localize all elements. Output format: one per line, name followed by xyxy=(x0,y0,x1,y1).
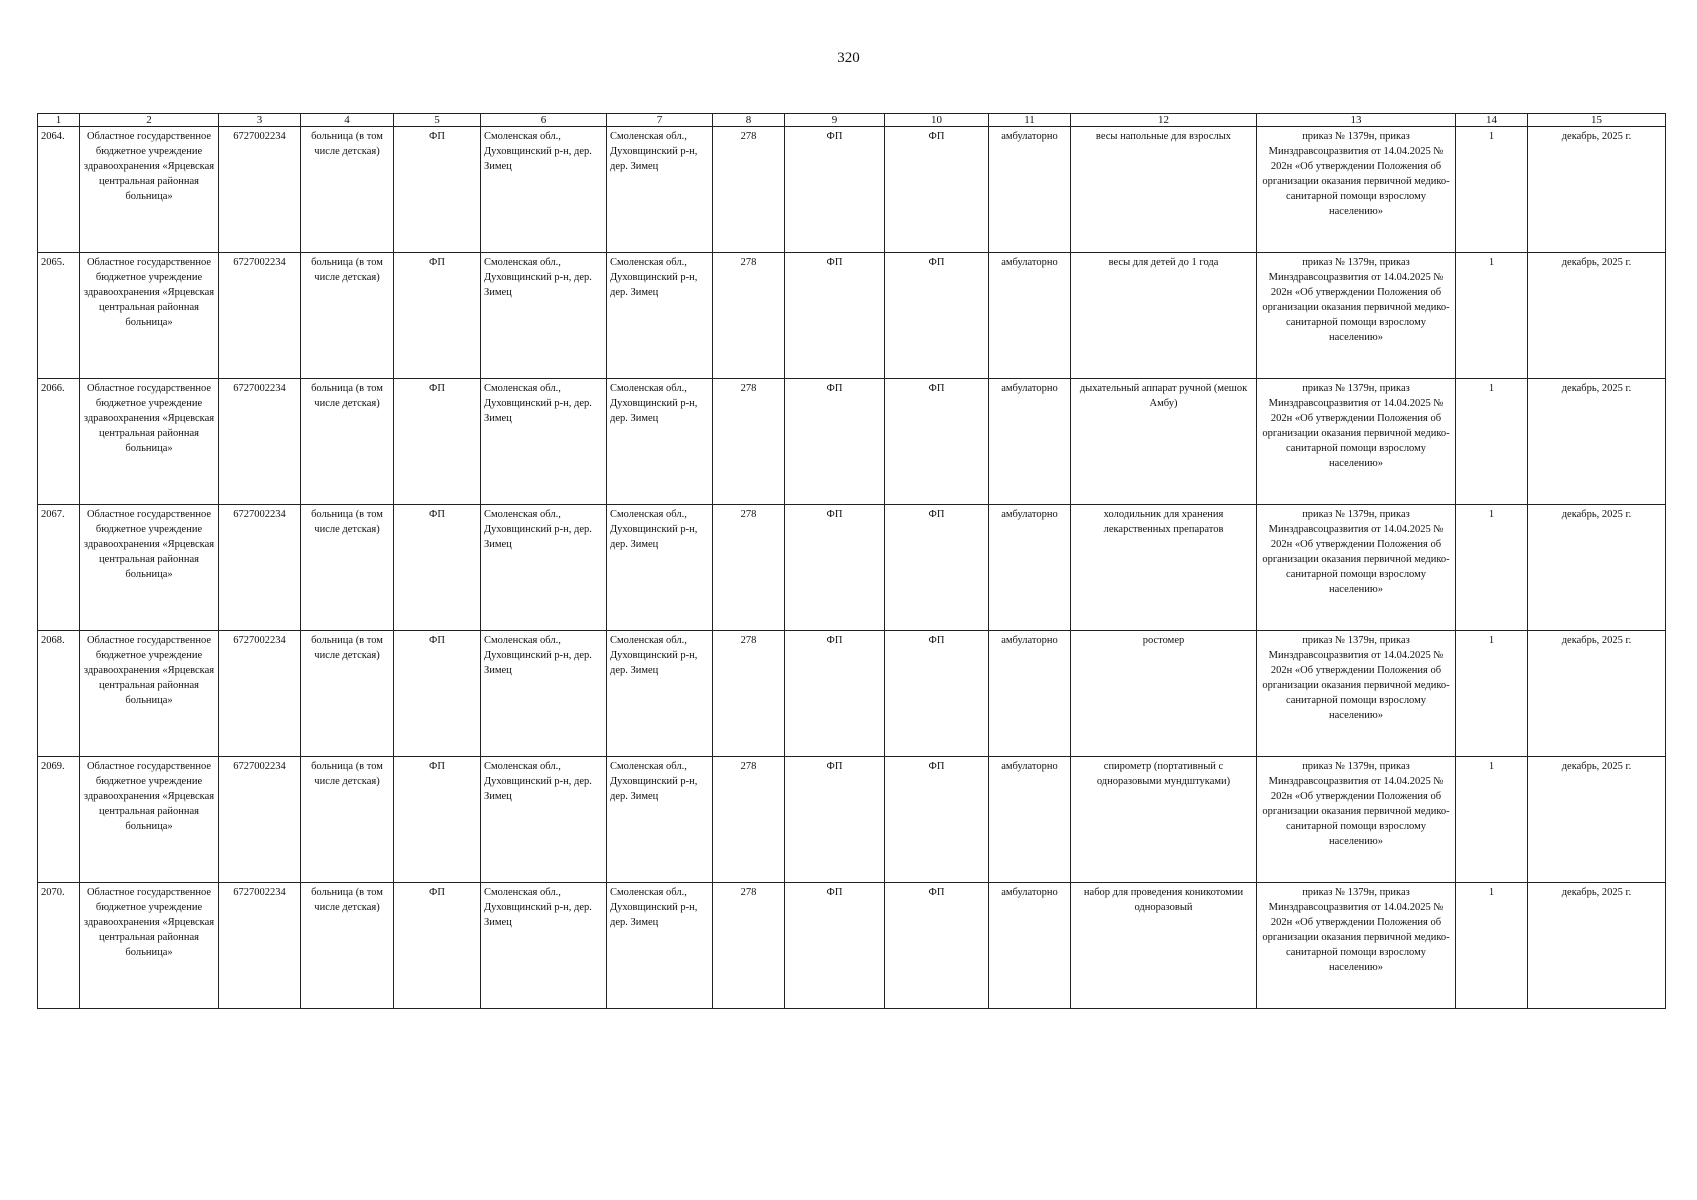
unit-cell: ФП xyxy=(394,883,481,1009)
care-mode: амбулаторно xyxy=(989,253,1071,379)
address-cell: Смоленская обл., Духовщинский р-н, дер. Зимец xyxy=(607,757,713,883)
column-header: 3 xyxy=(219,114,301,127)
inn-cell: 6727002234 xyxy=(219,127,301,253)
facility-type: больница (в том числе детская) xyxy=(301,379,394,505)
date-cell: декабрь, 2025 г. xyxy=(1528,379,1666,505)
quantity-cell: 1 xyxy=(1456,379,1528,505)
legal-basis: приказ № 1379н, приказ Минздравсоцразвития от 14.04.2025 № 202н «Об утверждении Положения об организации оказания первичной медико-санитарной помощи взрослому населению» xyxy=(1257,127,1456,253)
inn-cell: 6727002234 xyxy=(219,631,301,757)
unit-cell: ФП xyxy=(885,127,989,253)
column-header: 12 xyxy=(1071,114,1257,127)
column-header: 15 xyxy=(1528,114,1666,127)
organization-name: Областное государственное бюджетное учреждение здравоохранения «Ярцевская центральная районная больница» xyxy=(80,127,219,253)
table-row xyxy=(38,631,1666,757)
inn-cell: 6727002234 xyxy=(219,253,301,379)
quantity-cell: 1 xyxy=(1456,757,1528,883)
facility-type: больница (в том числе детская) xyxy=(301,253,394,379)
address-cell: Смоленская обл., Духовщинский р-н, дер. Зимец xyxy=(607,631,713,757)
page-number: 320 xyxy=(837,50,860,66)
unit-cell: ФП xyxy=(394,757,481,883)
date-cell: декабрь, 2025 г. xyxy=(1528,883,1666,1009)
unit-cell: ФП xyxy=(885,883,989,1009)
unit-cell: ФП xyxy=(394,127,481,253)
code-cell: 278 xyxy=(713,379,785,505)
legal-basis: приказ № 1379н, приказ Минздравсоцразвития от 14.04.2025 № 202н «Об утверждении Положения об организации оказания первичной медико-санитарной помощи взрослому населению» xyxy=(1257,505,1456,631)
care-mode: амбулаторно xyxy=(989,127,1071,253)
column-header: 4 xyxy=(301,114,394,127)
unit-cell: ФП xyxy=(885,379,989,505)
quantity-cell: 1 xyxy=(1456,505,1528,631)
address-cell: Смоленская обл., Духовщинский р-н, дер. Зимец xyxy=(481,883,607,1009)
address-cell: Смоленская обл., Духовщинский р-н, дер. Зимец xyxy=(607,505,713,631)
column-header: 7 xyxy=(607,114,713,127)
address-cell: Смоленская обл., Духовщинский р-н, дер. Зимец xyxy=(481,757,607,883)
legal-basis: приказ № 1379н, приказ Минздравсоцразвития от 14.04.2025 № 202н «Об утверждении Положения об организации оказания первичной медико-санитарной помощи взрослому населению» xyxy=(1257,631,1456,757)
column-header: 10 xyxy=(885,114,989,127)
inn-cell: 6727002234 xyxy=(219,379,301,505)
unit-cell: ФП xyxy=(885,757,989,883)
legal-basis: приказ № 1379н, приказ Минздравсоцразвития от 14.04.2025 № 202н «Об утверждении Положения об организации оказания первичной медико-санитарной помощи взрослому населению» xyxy=(1257,253,1456,379)
organization-name: Областное государственное бюджетное учреждение здравоохранения «Ярцевская центральная районная больница» xyxy=(80,505,219,631)
address-cell: Смоленская обл., Духовщинский р-н, дер. Зимец xyxy=(607,253,713,379)
facility-type: больница (в том числе детская) xyxy=(301,757,394,883)
inn-cell: 6727002234 xyxy=(219,883,301,1009)
header-row xyxy=(38,114,1666,127)
address-cell: Смоленская обл., Духовщинский р-н, дер. Зимец xyxy=(481,253,607,379)
row-number: 2070. xyxy=(38,883,80,1009)
column-header: 8 xyxy=(713,114,785,127)
date-cell: декабрь, 2025 г. xyxy=(1528,757,1666,883)
row-number: 2066. xyxy=(38,379,80,505)
table-row xyxy=(38,883,1666,1009)
quantity-cell: 1 xyxy=(1456,127,1528,253)
date-cell: декабрь, 2025 г. xyxy=(1528,127,1666,253)
table-row xyxy=(38,505,1666,631)
column-header: 6 xyxy=(481,114,607,127)
row-number: 2067. xyxy=(38,505,80,631)
code-cell: 278 xyxy=(713,883,785,1009)
date-cell: декабрь, 2025 г. xyxy=(1528,505,1666,631)
column-header: 5 xyxy=(394,114,481,127)
unit-cell: ФП xyxy=(785,631,885,757)
address-cell: Смоленская обл., Духовщинский р-н, дер. Зимец xyxy=(481,505,607,631)
inn-cell: 6727002234 xyxy=(219,505,301,631)
registry-table xyxy=(37,113,1666,1009)
row-number: 2064. xyxy=(38,127,80,253)
column-header: 1 xyxy=(38,114,80,127)
address-cell: Смоленская обл., Духовщинский р-н, дер. Зимец xyxy=(607,379,713,505)
facility-type: больница (в том числе детская) xyxy=(301,631,394,757)
address-cell: Смоленская обл., Духовщинский р-н, дер. Зимец xyxy=(607,883,713,1009)
facility-type: больница (в том числе детская) xyxy=(301,127,394,253)
unit-cell: ФП xyxy=(785,253,885,379)
unit-cell: ФП xyxy=(394,505,481,631)
facility-type: больница (в том числе детская) xyxy=(301,883,394,1009)
equipment-name: холодильник для хранения лекарственных препаратов xyxy=(1071,505,1257,631)
unit-cell: ФП xyxy=(885,253,989,379)
date-cell: декабрь, 2025 г. xyxy=(1528,253,1666,379)
quantity-cell: 1 xyxy=(1456,883,1528,1009)
care-mode: амбулаторно xyxy=(989,505,1071,631)
code-cell: 278 xyxy=(713,757,785,883)
table-row xyxy=(38,127,1666,253)
date-cell: декабрь, 2025 г. xyxy=(1528,631,1666,757)
unit-cell: ФП xyxy=(785,127,885,253)
code-cell: 278 xyxy=(713,505,785,631)
facility-type: больница (в том числе детская) xyxy=(301,505,394,631)
column-header: 11 xyxy=(989,114,1071,127)
code-cell: 278 xyxy=(713,253,785,379)
unit-cell: ФП xyxy=(394,379,481,505)
equipment-name: дыхательный аппарат ручной (мешок Амбу) xyxy=(1071,379,1257,505)
row-number: 2068. xyxy=(38,631,80,757)
table-row xyxy=(38,379,1666,505)
equipment-name: набор для проведения коникотомии одноразовый xyxy=(1071,883,1257,1009)
code-cell: 278 xyxy=(713,127,785,253)
code-cell: 278 xyxy=(713,631,785,757)
table-row xyxy=(38,253,1666,379)
unit-cell: ФП xyxy=(394,631,481,757)
care-mode: амбулаторно xyxy=(989,757,1071,883)
organization-name: Областное государственное бюджетное учреждение здравоохранения «Ярцевская центральная районная больница» xyxy=(80,379,219,505)
equipment-name: спирометр (портативный с одноразовыми мундштуками) xyxy=(1071,757,1257,883)
address-cell: Смоленская обл., Духовщинский р-н, дер. Зимец xyxy=(481,379,607,505)
organization-name: Областное государственное бюджетное учреждение здравоохранения «Ярцевская центральная районная больница» xyxy=(80,631,219,757)
legal-basis: приказ № 1379н, приказ Минздравсоцразвития от 14.04.2025 № 202н «Об утверждении Положения об организации оказания первичной медико-санитарной помощи взрослому населению» xyxy=(1257,379,1456,505)
unit-cell: ФП xyxy=(885,505,989,631)
legal-basis: приказ № 1379н, приказ Минздравсоцразвития от 14.04.2025 № 202н «Об утверждении Положения об организации оказания первичной медико-санитарной помощи взрослому населению» xyxy=(1257,883,1456,1009)
quantity-cell: 1 xyxy=(1456,253,1528,379)
equipment-name: ростомер xyxy=(1071,631,1257,757)
equipment-name: весы для детей до 1 года xyxy=(1071,253,1257,379)
column-header: 9 xyxy=(785,114,885,127)
column-header: 2 xyxy=(80,114,219,127)
inn-cell: 6727002234 xyxy=(219,757,301,883)
unit-cell: ФП xyxy=(394,253,481,379)
address-cell: Смоленская обл., Духовщинский р-н, дер. Зимец xyxy=(481,127,607,253)
legal-basis: приказ № 1379н, приказ Минздравсоцразвития от 14.04.2025 № 202н «Об утверждении Положения об организации оказания первичной медико-санитарной помощи взрослому населению» xyxy=(1257,757,1456,883)
row-number: 2065. xyxy=(38,253,80,379)
unit-cell: ФП xyxy=(785,505,885,631)
equipment-name: весы напольные для взрослых xyxy=(1071,127,1257,253)
organization-name: Областное государственное бюджетное учреждение здравоохранения «Ярцевская центральная районная больница» xyxy=(80,883,219,1009)
organization-name: Областное государственное бюджетное учреждение здравоохранения «Ярцевская центральная районная больница» xyxy=(80,757,219,883)
address-cell: Смоленская обл., Духовщинский р-н, дер. Зимец xyxy=(607,127,713,253)
unit-cell: ФП xyxy=(785,379,885,505)
column-header: 14 xyxy=(1456,114,1528,127)
column-header: 13 xyxy=(1257,114,1456,127)
unit-cell: ФП xyxy=(785,757,885,883)
quantity-cell: 1 xyxy=(1456,631,1528,757)
unit-cell: ФП xyxy=(885,631,989,757)
organization-name: Областное государственное бюджетное учреждение здравоохранения «Ярцевская центральная районная больница» xyxy=(80,253,219,379)
table-row xyxy=(38,757,1666,883)
address-cell: Смоленская обл., Духовщинский р-н, дер. Зимец xyxy=(481,631,607,757)
row-number: 2069. xyxy=(38,757,80,883)
care-mode: амбулаторно xyxy=(989,379,1071,505)
care-mode: амбулаторно xyxy=(989,631,1071,757)
care-mode: амбулаторно xyxy=(989,883,1071,1009)
unit-cell: ФП xyxy=(785,883,885,1009)
